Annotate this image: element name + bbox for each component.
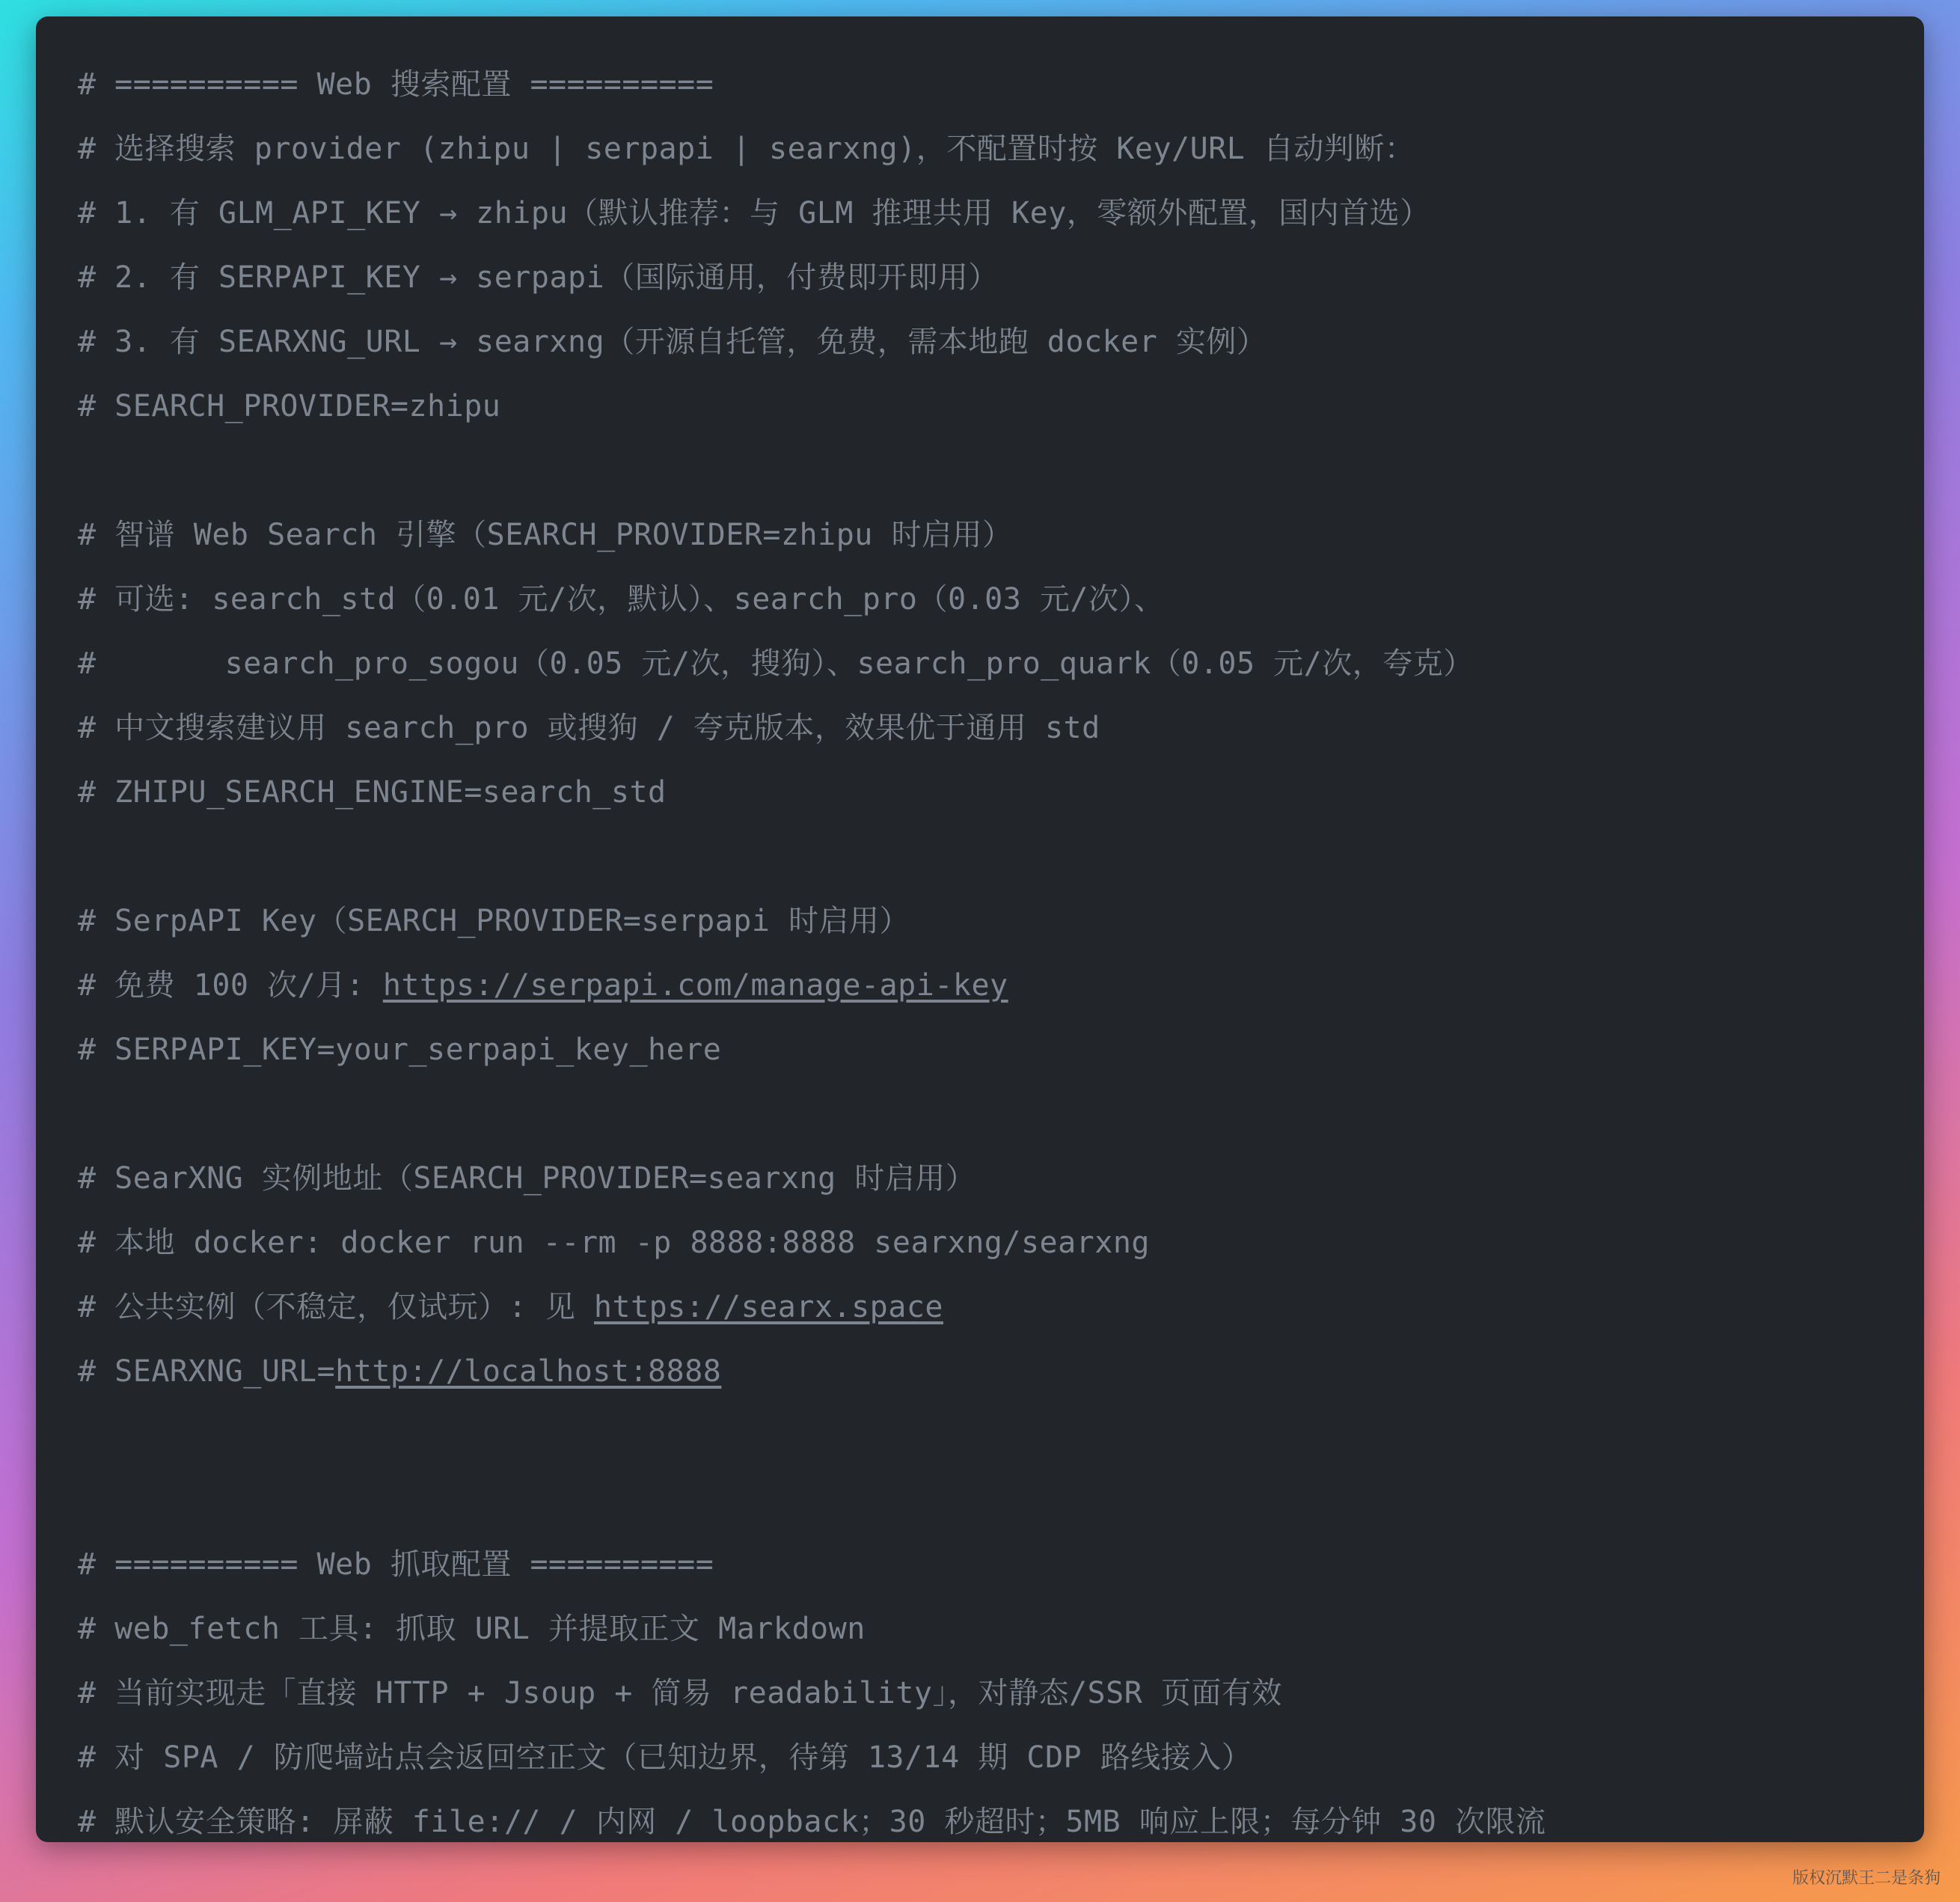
code-line: # SerpAPI Key（SEARCH_PROVIDER=serpapi 时启用） — [78, 904, 910, 938]
code-line: # web_fetch 工具: 抓取 URL 并提取正文 Markdown — [78, 1612, 866, 1646]
code-line-with-link — [78, 1275, 1894, 1339]
code-line: # 对 SPA / 防爬墙站点会返回空正文（已知边界，待第 13/14 期 CDP 路线接入） — [78, 1740, 1252, 1775]
code-line-prefix: # 免费 100 次/月: — [78, 968, 383, 1003]
code-line: # ========== Web 抓取配置 ========== — [78, 1547, 714, 1582]
code-line: # 3. 有 SEARXNG_URL → searxng（开源自托管，免费，需本地跑 docker 实例） — [78, 325, 1267, 359]
watermark: 版权沉默王二是条狗 — [1792, 1869, 1941, 1888]
code-line: # 中文搜索建议用 search_pro 或搜狗 / 夸克版本，效果优于通用 std — [78, 711, 1100, 745]
code-window — [36, 16, 1924, 1842]
code-line: # 可选: search_std（0.01 元/次，默认）、search_pro（0.03 元/次）、 — [78, 582, 1165, 617]
code-line: # 选择搜索 provider (zhipu | serpapi | searxng)，不配置时按 Key/URL 自动判断： — [78, 132, 1415, 166]
code-line-with-link — [78, 1339, 1894, 1404]
code-line: # ========== Web 搜索配置 ========== — [78, 67, 714, 102]
code-line: # 1. 有 GLM_API_KEY → zhipu（默认推荐：与 GLM 推理共用 Key，零额外配置，国内首选） — [78, 196, 1430, 230]
code-line: # 当前实现走「直接 HTTP + Jsoup + 简易 readability」，对静态/SSR 页面有效 — [78, 1676, 1282, 1710]
code-line: # SEARCH_PROVIDER=zhipu — [78, 389, 501, 423]
code-block[interactable] — [36, 16, 1924, 1842]
code-line-blank — [78, 1468, 1894, 1532]
code-line: # 默认安全策略: 屏蔽 file:// / 内网 / loopback；30 秒超时；5MB 响应上限；每分钟 30 次限流 — [78, 1805, 1546, 1839]
code-line-with-link — [78, 953, 1894, 1018]
code-line-blank — [78, 1404, 1894, 1468]
code-line: # 本地 docker: docker run --rm -p 8888:8888 searxng/searxng — [78, 1226, 1151, 1260]
serpapi-link[interactable]: https://serpapi.com/manage-api-key — [382, 968, 1008, 1003]
localhost-link[interactable]: http://localhost:8888 — [335, 1354, 722, 1389]
code-line: # 智谱 Web Search 引擎（SEARCH_PROVIDER=zhipu 时启用） — [78, 518, 1013, 552]
searx-space-link[interactable]: https://searx.space — [593, 1290, 943, 1324]
code-line: # SERPAPI_KEY=your_serpapi_key_here — [78, 1033, 722, 1067]
code-line-prefix: # SEARXNG_URL= — [78, 1354, 336, 1389]
code-line: # search_pro_sogou（0.05 元/次，搜狗）、search_pro_quark（0.05 元/次，夸克） — [78, 646, 1474, 681]
code-line-blank — [78, 1082, 1894, 1146]
code-line-blank — [78, 825, 1894, 889]
code-line: # SearXNG 实例地址（SEARCH_PROVIDER=searxng 时启用） — [78, 1161, 976, 1196]
code-line-blank — [78, 438, 1894, 503]
code-line: # 2. 有 SERPAPI_KEY → serpapi（国际通用，付费即开即用） — [78, 260, 999, 295]
code-line-prefix: # 公共实例（不稳定，仅试玩）: 见 — [78, 1290, 594, 1324]
code-line: # ZHIPU_SEARCH_ENGINE=search_std — [78, 775, 667, 810]
